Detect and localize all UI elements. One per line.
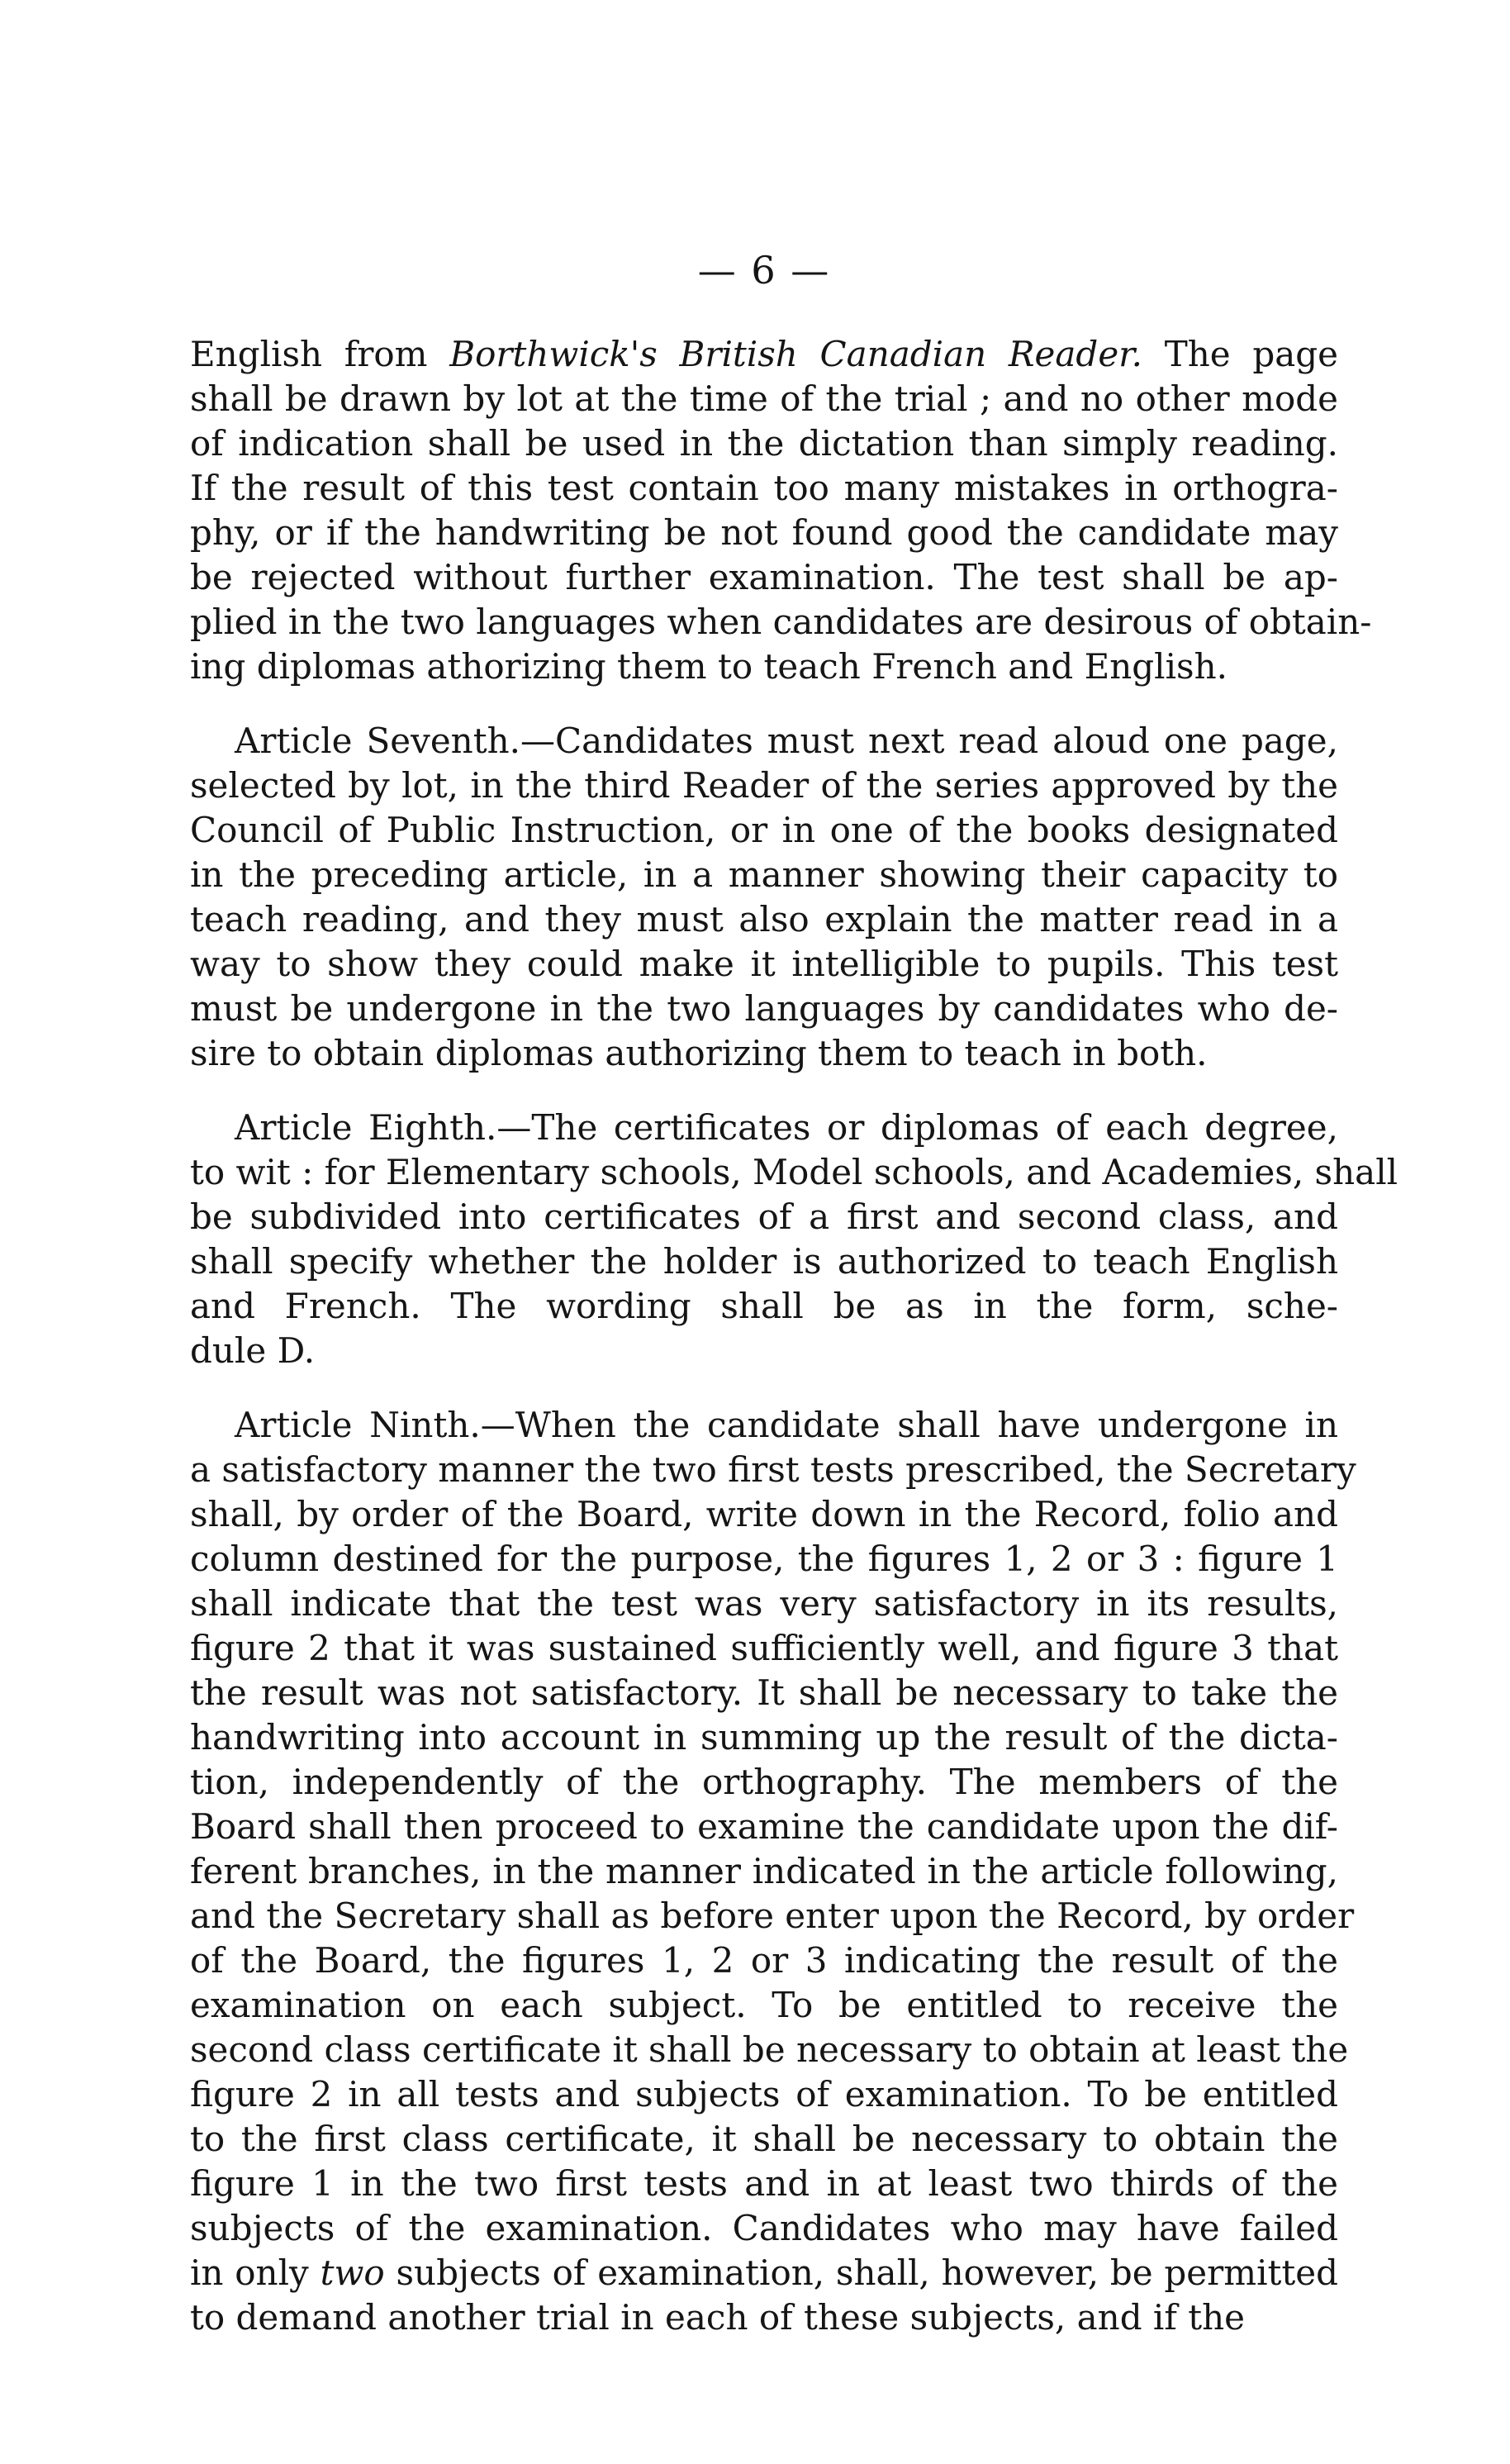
text-line: ing diplomas athorizing them to teach French and English. xyxy=(190,646,1227,687)
text-line: shall indicate that the test was very satisfactory in its results, xyxy=(190,1583,1338,1624)
text-line: shall specify whether the holder is authorized to teach English xyxy=(190,1241,1338,1282)
text-line: must be undergone in the two languages by candidates who de- xyxy=(190,988,1338,1029)
text-line: Article Eighth.—The certificates or diplomas of each degree, xyxy=(235,1107,1338,1148)
text-line: figure 1 in the two first tests and in at least two thirds of the xyxy=(190,2163,1338,2204)
paragraph-2 xyxy=(190,719,1338,1076)
text-line: Article Seventh.—Candidates must next read aloud one page, xyxy=(235,721,1338,761)
text-line: shall, by order of the Board, write down in the Record, folio and xyxy=(190,1494,1338,1534)
text-line: Board shall then proceed to examine the candidate upon the dif- xyxy=(190,1806,1338,1847)
text-line: handwriting into account in summing up the result of the dicta- xyxy=(190,1717,1338,1758)
document-page xyxy=(190,248,1398,2370)
text-line: subjects of the examination. Candidates who may have failed xyxy=(190,2208,1338,2248)
text-line: figure 2 in all tests and subjects of examination. To be entitled xyxy=(190,2074,1338,2114)
text-line: Council of Public Instruction, or in one of the books designated xyxy=(190,810,1338,850)
text-line: to demand another trial in each of these subjects, and if the xyxy=(190,2297,1246,2338)
text-line: in the preceding article, in a manner showing their capacity to xyxy=(190,854,1338,895)
text-line: and the Secretary shall as before enter upon the Record, by order xyxy=(190,1896,1355,1936)
text-line: be subdivided into certificates of a first and second class, and xyxy=(190,1196,1338,1237)
text-line: of the Board, the figures 1, 2 or 3 indicating the result of the xyxy=(190,1940,1338,1981)
page-number: — 6 — xyxy=(697,248,831,293)
text-line: the result was not satisfactory. It shall be necessary to take the xyxy=(190,1672,1338,1713)
text-line: column destined for the purpose, the figures 1, 2 or 3 : figure 1 xyxy=(190,1539,1338,1579)
text-line: plied in the two languages when candidates are desirous of obtain- xyxy=(190,602,1372,642)
text-line: If the result of this test contain too many mistakes in orthogra- xyxy=(190,468,1338,508)
text-segment: English from xyxy=(190,334,450,374)
text-segment: The page xyxy=(1142,334,1339,374)
text-line: tion, independently of the orthography. The members of the xyxy=(190,1762,1338,1802)
text-line: selected by lot, in the third Reader of the series approved by the xyxy=(190,765,1338,806)
text-line: to wit : for Elementary schools, Model schools, and Academies, shall xyxy=(190,1152,1398,1192)
paragraph-1 xyxy=(190,332,1372,689)
text-line: a satisfactory manner the two first tests prescribed, the Secretary xyxy=(190,1449,1356,1490)
text-line: teach reading, and they must also explain the matter read in a xyxy=(190,899,1338,939)
text-line: be rejected without further examination. The test shall be ap- xyxy=(190,557,1338,597)
text-line: dule D. xyxy=(190,1330,316,1371)
text-line: and French. The wording shall be as in the form, sche- xyxy=(190,1286,1338,1326)
text-line: to the first class certificate, it shall be necessary to obtain the xyxy=(190,2119,1338,2159)
paragraph-3 xyxy=(190,1106,1398,1373)
text-segment: in only xyxy=(190,2252,321,2293)
text-line: of indication shall be used in the dictation than simply reading. xyxy=(190,423,1338,464)
body-text xyxy=(190,332,1398,2340)
text-line: shall be drawn by lot at the time of the trial ; and no other mode xyxy=(190,378,1338,419)
text-line xyxy=(190,332,1338,377)
text-line xyxy=(190,2251,1338,2295)
italic-text: Borthwick's British Canadian Reader. xyxy=(449,334,1142,374)
text-line: figure 2 that it was sustained sufficiently well, and figure 3 that xyxy=(190,1628,1338,1668)
text-segment: subjects of examination, shall, however, be permitted xyxy=(384,2252,1338,2293)
text-line: ferent branches, in the manner indicated in the article following, xyxy=(190,1851,1338,1891)
text-line: examination on each subject. To be entitled to receive the xyxy=(190,1985,1338,2025)
italic-text: two xyxy=(320,2252,385,2293)
text-line: sire to obtain diplomas authorizing them to teach in both. xyxy=(190,1033,1208,1073)
paragraph-4 xyxy=(190,1403,1356,2340)
text-line: phy, or if the handwriting be not found good the candidate may xyxy=(190,512,1338,553)
text-line: way to show they could make it intelligible to pupils. This test xyxy=(190,944,1338,984)
text-line: second class certificate it shall be necessary to obtain at least the xyxy=(190,2029,1349,2070)
text-line: Article Ninth.—When the candidate shall have undergone in xyxy=(235,1405,1338,1445)
